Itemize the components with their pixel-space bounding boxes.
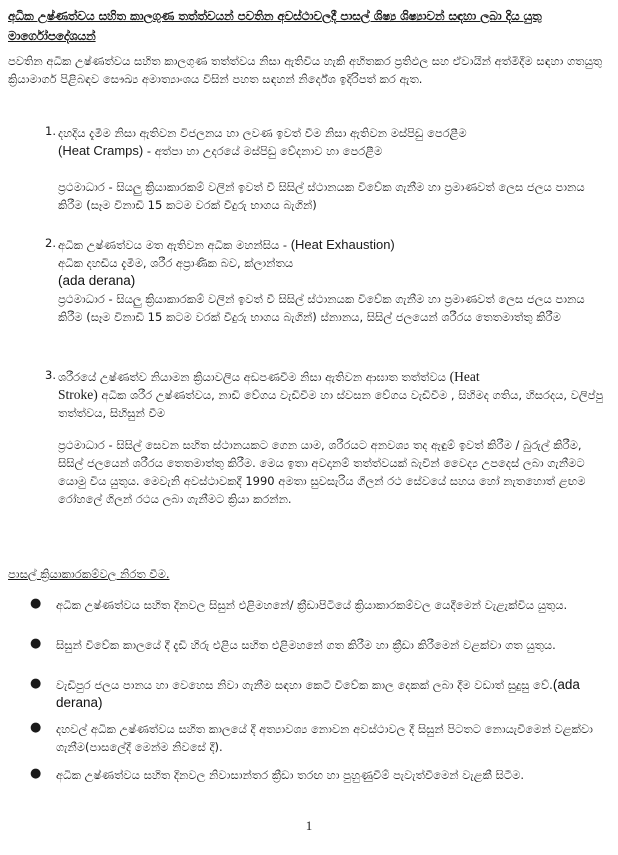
bullet-icon: ● — [30, 596, 42, 611]
item-english-term: (Heat Exhaustion) — [290, 237, 395, 252]
first-aid-text: ප්‍රථමාධාර - සියලු ක්‍රියාකාරකම් වලින් ඉවත් වී සිසිල් ස්ථානයක විවේක ගැනීම හා ප්‍රමාණවත් ලෙස ජලය පානය කිරීම (සෑම විනාඩි 15 කටම වරක් වීදුරු භාගය බැගින්) — [58, 180, 585, 212]
bullet-icon: ● — [30, 636, 42, 651]
watermark-note: (ada derana) — [58, 273, 136, 288]
watermark-note: (ada derana) — [56, 677, 580, 710]
bullet-icon: ● — [30, 676, 42, 691]
item-heading: ශරීරයේ උෂ්ණත්ව නියාමන ක්‍රියාවලිය අඩපණවීම නිසා ඇතිවන ආඝාත තත්ත්වය — [58, 370, 450, 384]
bullet-icon: ● — [30, 766, 42, 781]
item-english-term: (Heat — [449, 369, 480, 384]
item-symptoms: අධික දහඩිය දැමීම, ශරීර අප්‍රාණික බව, ක්ලාන්තය — [58, 256, 294, 270]
bullet-icon: ● — [30, 720, 42, 735]
document-title: අධික උෂ්ණත්වය සහිත කාලගුණ තත්ත්වයන් පවතින අවස්ථාවලදී පාසල් ශිෂ්‍ය ශිෂ්‍යාවන් සඳහා ලබා දිය යුතු මාර්ගෝපදේශයන් — [8, 9, 542, 43]
item-number: 3. — [45, 368, 56, 382]
first-aid-text: ප්‍රථමාධාර - සිසිල් සෙවන සහිත ස්ථානයකට ගෙන යාම, ශරීරයට අනවශ්‍ය තද ඇඳුම් ඉවත් කිරීම / බුරුල් කිරීම, සිසිල් ජලයෙන් ශරීරය තෙතමාත්තු කිරීම. මෙය ඉතා අවදානම් තත්ත්වයක් බැවින් වෛද්‍ය උපදෙස් ලබා ගැනීමට යොමු විය යුතුය. මෙවැනි අවස්ථාවකදී 1990 අමතා සුවසැරිය ගිලන් රථ සේවයේ සහය හෝ නැතහොත් ළඟම රෝහලේ ගිලන් රථය ලබා ගැනීමට ක්‍රියා කරන්න. — [58, 438, 586, 506]
item-english-term: (Heat Cramps) — [58, 143, 144, 158]
item-symptoms: - අත්පා හා උදරයේ මස්පිඩු වේදනාව හා පෙරළීම — [143, 144, 383, 158]
item-number: 2. — [45, 236, 56, 250]
page-number: 1 — [305, 818, 313, 833]
item-english-term-cont: Stroke) — [58, 387, 98, 402]
item-heading: අධික උෂ්ණත්වය මත ඇතිවන අධික මහන්සිය - — [58, 238, 291, 252]
intro-paragraph: පවතින අධික උෂ්ණත්වය සහිත කාලගුණ තත්ත්වය නිසා ඇතිවිය හැකි අහිතකර ප්‍රතිඵල සහ ඒවායින් අත්මිදීම සඳහා ගතයුතු ක්‍රියාමාර්ග පිළිබඳව සෞඛ්‍ය අමාත්‍යාංශය විසින් පහත සඳහන් නිර්දේශ ඉදිරිපත් කර ඇත. — [8, 54, 603, 86]
document-page: අධික උෂ්ණත්වය සහිත කාලගුණ තත්ත්වයන් පවතින අවස්ථාවලදී පාසල් ශිෂ්‍ය ශිෂ්‍යාවන් සඳහා ලබා දිය යුතු මාර්ගෝපදේශයන් පවතින අධික උෂ්ණත්වය සහිත කාලගුණ තත්ත්වය නිසා ඇතිවිය හැකි අහිතකර ප්‍රතිඵල සහ ඒවායින් අත්මිදීම සඳහා ගතයුතු ක්‍රියාමාර්ග පිළිබඳව සෞඛ්‍ය අමාත්‍යාංශය විසින් පහත සඳහන් නිර්දේශ ඉදිරිපත් කර ඇත. 1. දහදිය දැමීම නිසා ඇතිවන විජලනය හා ලවණ ඉවත් වීම නිසා ඇතිවන මස්පිඩු පෙරළීම (Heat Cramps) - අත්පා හා උදරයේ මස්පිඩු වේදනාව හා පෙරළීම ප්‍රථමාධාර - සියලු ක්‍රියාකාරකම් වලින් ඉවත් වී සිසිල් ස්ථානයක විවේක ගැනීම හා ප්‍රමාණවත් ලෙස ජලය පානය කිරීම (සෑම විනාඩි 15 කටම වරක් වීදුරු භාගය බැගින්) 2. අධික උෂ්ණත්වය මත ඇතිවන අධික මහන්සිය - (Heat Exhaustion) අධික දහඩිය දැමීම, ශරීර අප්‍රාණික බව, ක්ලාන්තය (ada derana) ප්‍රථමාධාර - සියලු ක්‍රියාකාරකම් වලින් ඉවත් වී සිසිල් ස්ථානයක විවේක ගැනීම හා ප්‍රමාණවත් ලෙස ජලය පානය කිරීම (සෑම විනාඩි 15 කටම වරක් වීදුරු භාගය බැගින්) ස්නානය, සිසිල් ජලයෙන් ශරීරය තෙතමාත්තු කිරීම 3. ශරීරයේ උෂ්ණත්ව නියාමන ක්‍රියාවලිය අඩපණවීම නිසා ඇතිවන ආඝාත තත්ත්වය (Heat Stroke) අධික ශරීර උෂ්ණත්වය, නාඩි වේගය වැඩිවීම හා ස්වසන වේගය වැඩිවීම , සිහිමද ගතිය, හිසරදය, වලිප්පු තත්ත්වය, සිහිසුන් වීම ප්‍රථමාධාර - සිසිල් සෙවන සහිත ස්ථානයකට ගෙන යාම, ශරීරයට අනවශ්‍ය තද ඇඳුම් ඉවත් කිරීම / බුරුල් කිරීම, සිසිල් ජලයෙන් ශරීරය තෙතමාත්තු කිරීම. මෙය ඉතා අවදානම් තත්ත්වයක් බැවින් වෛද්‍ය උපදෙස් ලබා ගැනීමට යොමු විය යුතුය. මෙවැනි අවස්ථාවකදී 1990 අමතා සුවසැරිය ගිලන් රථ සේවයේ සහය හෝ නැතහොත් ළඟම රෝහලේ ගිලන් රථය ලබා ගැනීමට ක්‍රියා කරන්න. පාසල් ක්‍රියාකාරකම්වල නිරත වීම. ● අධික උෂ්ණත්වය සහිත දිනවල සිසුන් එළිමහනේ/ ක්‍රීඩාපිටියේ ක්‍රියාකාරකම්වල යෙදීමෙන් වැළැක්විය යුතුය. ● සිසුන් විවේක කාලයේ දී දැඩි හිරු එළිය සහිත එළිමහනේ ගත කිරීම හා ක්‍රීඩා කිරීමෙන් වළක්වා ගත යුතුය. ● වැඩිපුර ජලය පානය හා වෙහෙස නිවා ගැනීම සඳහා කෙටි විවේක කාල දෙකක් ලබා දීම වඩාත් සුදුසු වේ.(ada derana) ● දහවල් අධික උෂ්ණත්වය සහිත කාලයේ දී අත්‍යාවශ්‍ය නොවන අවස්ථාවල දී සිසුන් පිටතට නොයැවීමෙන් වළක්වා ගැනීම(පාසලේදී මෙන්ම නිවසේ දී). ● අධික උෂ්ණත්වය සහිත දිනවල නිවාසාන්තර ක්‍රීඩා තරඟ හා පුහුණුවීම් පැවැත්වීමෙන් වැළකී සිටීම. 1 — [0, 0, 618, 855]
item-heading: දහදිය දැමීම නිසා ඇතිවන විජලනය හා ලවණ ඉවත් වීම නිසා ඇතිවන මස්පිඩු පෙරළීම — [58, 126, 467, 140]
first-aid-text: ප්‍රථමාධාර - සියලු ක්‍රියාකාරකම් වලින් ඉවත් වී සිසිල් ස්ථානයක විවේක ගැනීම හා ප්‍රමාණවත් ලෙස ජලය පානය කිරීම (සෑම විනාඩි 15 කටම වරක් වීදුරු භාගය බැගින්) ස්නානය, සිසිල් ජලයෙන් ශරීරය තෙතමාත්තු කිරීම — [58, 292, 585, 324]
item-number: 1. — [45, 124, 56, 138]
section-heading: පාසල් ක්‍රියාකාරකම්වල නිරත වීම. — [8, 567, 170, 581]
item-symptoms: අධික ශරීර උෂ්ණත්වය, නාඩි වේගය වැඩිවීම හා ස්වසන වේගය වැඩිවීම , සිහිමද ගතිය, හිසරදය, වලිප්පු තත්ත්වය, සිහිසුන් වීම — [58, 388, 604, 420]
